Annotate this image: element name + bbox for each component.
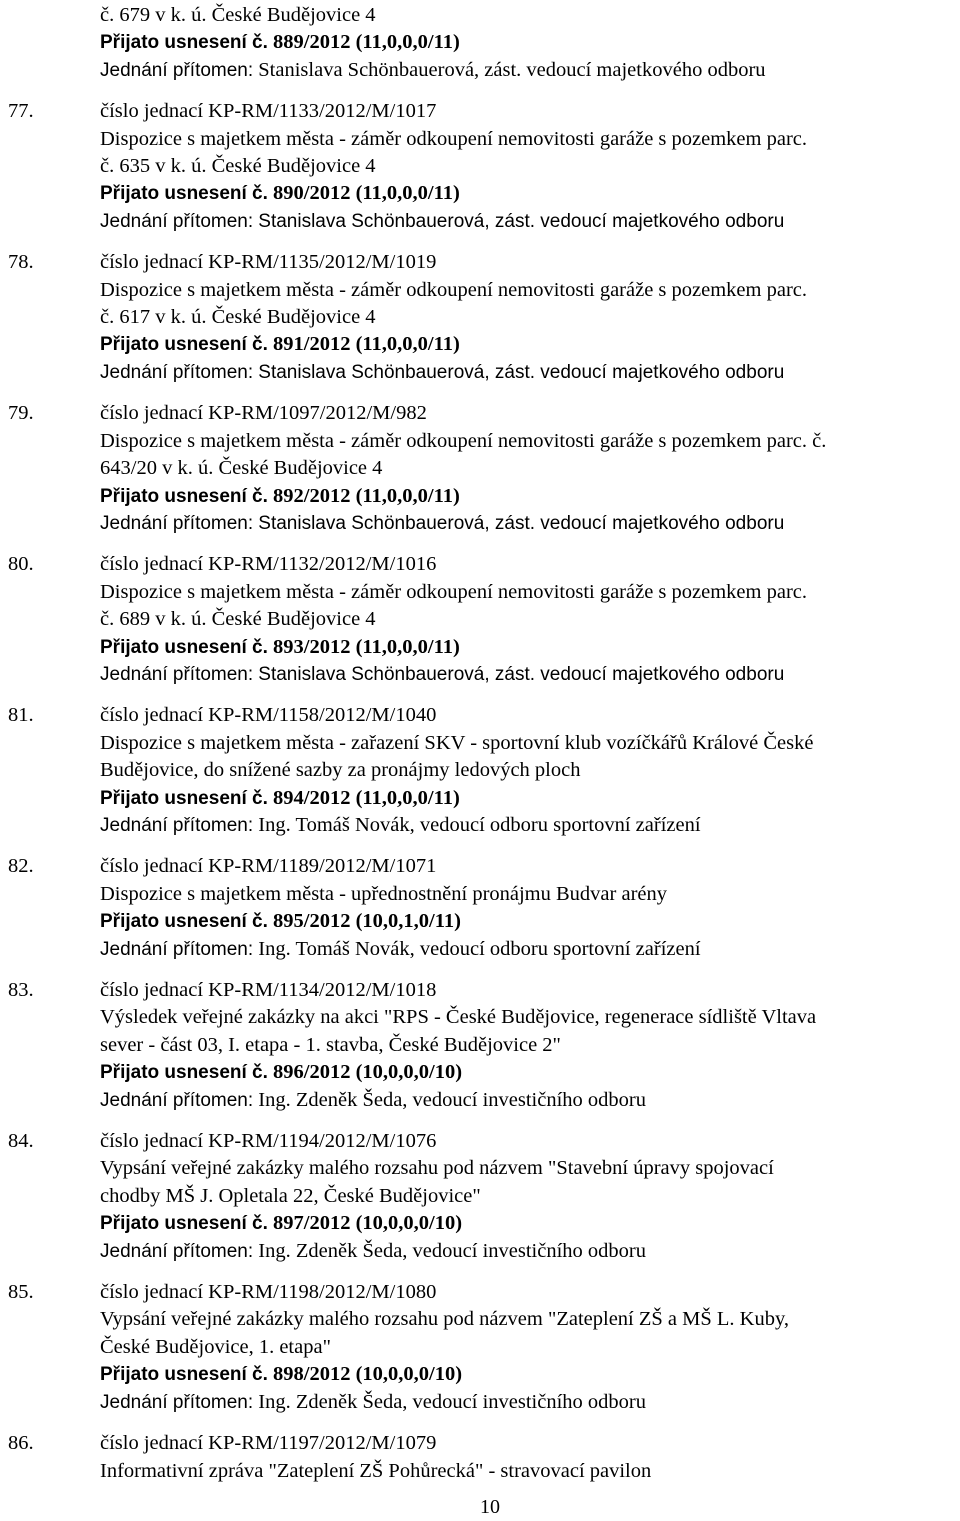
item-number: 84. (8, 1130, 34, 1153)
agenda-item (0, 1128, 960, 1265)
resolution-value: 893/2012 (11,0,0,0/11) (273, 635, 460, 658)
item-reference: číslo jednací KP-RM/1097/2012/M/982 (100, 402, 427, 425)
agenda-item (0, 551, 960, 688)
present-value: Ing. Zdeněk Šeda, vedoucí investičního odboru (258, 1239, 646, 1262)
item-description-line: 643/20 v k. ú. České Budějovice 4 (100, 457, 383, 480)
present-value: Stanislava Schönbauerová, zást. vedoucí majetkového odboru (258, 361, 785, 383)
item-description-line: Budějovice, do snížené sazby za pronájmy ledových ploch (100, 759, 581, 782)
resolution-value: 889/2012 (11,0,0,0/11) (273, 31, 460, 54)
resolution-line (100, 29, 960, 56)
item-number: 78. (8, 251, 34, 274)
agenda-item (0, 400, 960, 537)
present-label: Jednání přítomen: (100, 1240, 254, 1262)
present-value: Ing. Zdeněk Šeda, vedoucí investičního odboru (258, 1088, 646, 1111)
item-number: 82. (8, 855, 34, 878)
present-label: Jednání přítomen: (100, 1089, 254, 1111)
resolution-label: Přijato usnesení č. (100, 334, 268, 356)
agenda-item (0, 977, 960, 1114)
resolution-label: Přijato usnesení č. (100, 1364, 268, 1386)
item-description-line: Výsledek veřejné zakázky na akci "RPS - České Budějovice, regenerace sídliště Vltava (100, 1006, 817, 1029)
agenda-items (0, 98, 960, 1485)
item-reference: číslo jednací KP-RM/1197/2012/M/1079 (100, 1432, 437, 1455)
resolution-label: Přijato usnesení č. (100, 911, 268, 933)
resolution-label: Přijato usnesení č. (100, 1062, 268, 1084)
resolution-label: Přijato usnesení č. (100, 1213, 268, 1235)
resolution-value: 895/2012 (10,0,1,0/11) (273, 910, 461, 933)
resolution-line (100, 180, 952, 207)
item-description-line: Dispozice s majetkem města - záměr odkoupení nemovitosti garáže s pozemkem parc. č. (100, 429, 827, 452)
present-label: Jednání přítomen: (100, 938, 254, 960)
present-label: Jednání přítomen: (100, 59, 254, 81)
present-value: Stanislava Schönbauerová, zást. vedoucí majetkového odboru (258, 512, 785, 534)
item-reference: číslo jednací KP-RM/1133/2012/M/1017 (100, 100, 437, 123)
present-value: Ing. Zdeněk Šeda, vedoucí investičního odboru (258, 1390, 646, 1413)
resolution-value: 898/2012 (10,0,0,0/10) (273, 1363, 463, 1386)
present-value: Stanislava Schönbauerová, zást. vedoucí majetkového odboru (258, 210, 785, 232)
present-label: Jednání přítomen: (100, 663, 254, 685)
agenda-item (0, 1279, 960, 1416)
continued-item (0, 0, 960, 84)
item-description-line: Dispozice s majetkem města - záměr odkoupení nemovitosti garáže s pozemkem parc. (100, 278, 807, 301)
resolution-value: 890/2012 (11,0,0,0/11) (273, 182, 460, 205)
present-line (100, 57, 960, 84)
item-description-line: Dispozice s majetkem města - záměr odkoupení nemovitosti garáže s pozemkem parc. (100, 580, 807, 603)
present-line (100, 1238, 952, 1265)
resolution-line (100, 331, 952, 358)
item-reference: číslo jednací KP-RM/1158/2012/M/1040 (100, 704, 437, 727)
resolution-line (100, 785, 952, 812)
resolution-line (100, 1361, 952, 1388)
item-reference: číslo jednací KP-RM/1189/2012/M/1071 (100, 855, 437, 878)
item-description-line: Dispozice s majetkem města - upřednostnění pronájmu Budvar arény (100, 882, 668, 905)
resolution-line (100, 634, 952, 661)
resolution-value: 897/2012 (10,0,0,0/10) (273, 1212, 463, 1235)
item-number: 77. (8, 100, 34, 123)
present-line (100, 359, 952, 386)
resolution-value: 891/2012 (11,0,0,0/11) (273, 333, 460, 356)
item-location: č. 679 v k. ú. České Budějovice 4 (100, 4, 376, 26)
item-description-line: č. 689 v k. ú. České Budějovice 4 (100, 608, 376, 631)
present-line (100, 661, 952, 688)
item-description-line: č. 617 v k. ú. České Budějovice 4 (100, 306, 376, 329)
item-description-line: Dispozice s majetkem města - záměr odkoupení nemovitosti garáže s pozemkem parc. (100, 127, 807, 150)
resolution-label: Přijato usnesení č. (100, 636, 268, 658)
item-number: 86. (8, 1432, 34, 1455)
present-label: Jednání přítomen: (100, 512, 254, 534)
item-reference: číslo jednací KP-RM/1198/2012/M/1080 (100, 1281, 437, 1304)
present-value: Stanislava Schönbauerová, zást. vedoucí majetkového odboru (258, 58, 766, 81)
present-line (100, 208, 952, 235)
resolution-line (100, 1059, 952, 1086)
resolution-line (100, 1210, 952, 1237)
page-number: 10 (480, 1496, 500, 1518)
item-number: 83. (8, 979, 34, 1001)
item-reference: číslo jednací KP-RM/1134/2012/M/1018 (100, 979, 437, 1001)
item-description-line: Vypsání veřejné zakázky malého rozsahu pod názvem "Stavební úpravy spojovací (100, 1157, 774, 1180)
present-line (100, 936, 952, 963)
present-label: Jednání přítomen: (100, 1391, 254, 1413)
resolution-label: Přijato usnesení č. (100, 183, 268, 205)
present-value: Stanislava Schönbauerová, zást. vedoucí majetkového odboru (258, 663, 785, 685)
present-value: Ing. Tomáš Novák, vedoucí odboru sportovní zařízení (258, 813, 701, 836)
item-reference: číslo jednací KP-RM/1132/2012/M/1016 (100, 553, 437, 576)
resolution-value: 896/2012 (10,0,0,0/10) (273, 1061, 463, 1084)
item-description-line: Informativní zpráva "Zateplení ZŠ Pohůrecká" - stravovací pavilon (100, 1459, 652, 1482)
resolution-value: 892/2012 (11,0,0,0/11) (273, 484, 460, 507)
agenda-item (0, 1430, 960, 1485)
item-description-line: Dispozice s majetkem města - zařazení SKV - sportovní klub vozíčkářů Králové České (100, 731, 814, 754)
present-line (100, 812, 952, 839)
item-description-line: č. 635 v k. ú. České Budějovice 4 (100, 155, 376, 178)
resolution-line (100, 908, 952, 935)
item-number: 79. (8, 402, 34, 425)
present-label: Jednání přítomen: (100, 361, 254, 383)
present-label: Jednání přítomen: (100, 814, 254, 836)
resolution-label: Přijato usnesení č. (100, 485, 268, 507)
present-line (100, 1389, 952, 1416)
resolution-value: 894/2012 (11,0,0,0/11) (273, 786, 460, 809)
item-description-line: sever - část 03, I. etapa - 1. stavba, České Budějovice 2" (100, 1033, 561, 1056)
present-value: Ing. Tomáš Novák, vedoucí odboru sportovní zařízení (258, 937, 701, 960)
item-number: 85. (8, 1281, 34, 1304)
item-number: 81. (8, 704, 34, 727)
resolution-label: Přijato usnesení č. (100, 32, 268, 54)
present-line (100, 510, 952, 537)
agenda-item (0, 702, 960, 839)
item-description-line: chodby MŠ J. Opletala 22, České Budějovice" (100, 1184, 481, 1207)
resolution-line (100, 483, 952, 510)
agenda-item (0, 249, 960, 386)
item-reference: číslo jednací KP-RM/1135/2012/M/1019 (100, 251, 437, 274)
agenda-item (0, 853, 960, 963)
item-description-line: Vypsání veřejné zakázky malého rozsahu pod názvem "Zateplení ZŠ a MŠ L. Kuby, (100, 1308, 790, 1331)
item-description-line: České Budějovice, 1. etapa" (100, 1335, 331, 1358)
item-reference: číslo jednací KP-RM/1194/2012/M/1076 (100, 1130, 437, 1153)
item-number: 80. (8, 553, 34, 576)
present-label: Jednání přítomen: (100, 210, 254, 232)
resolution-label: Přijato usnesení č. (100, 787, 268, 809)
present-line (100, 1087, 952, 1114)
agenda-item (0, 98, 960, 235)
